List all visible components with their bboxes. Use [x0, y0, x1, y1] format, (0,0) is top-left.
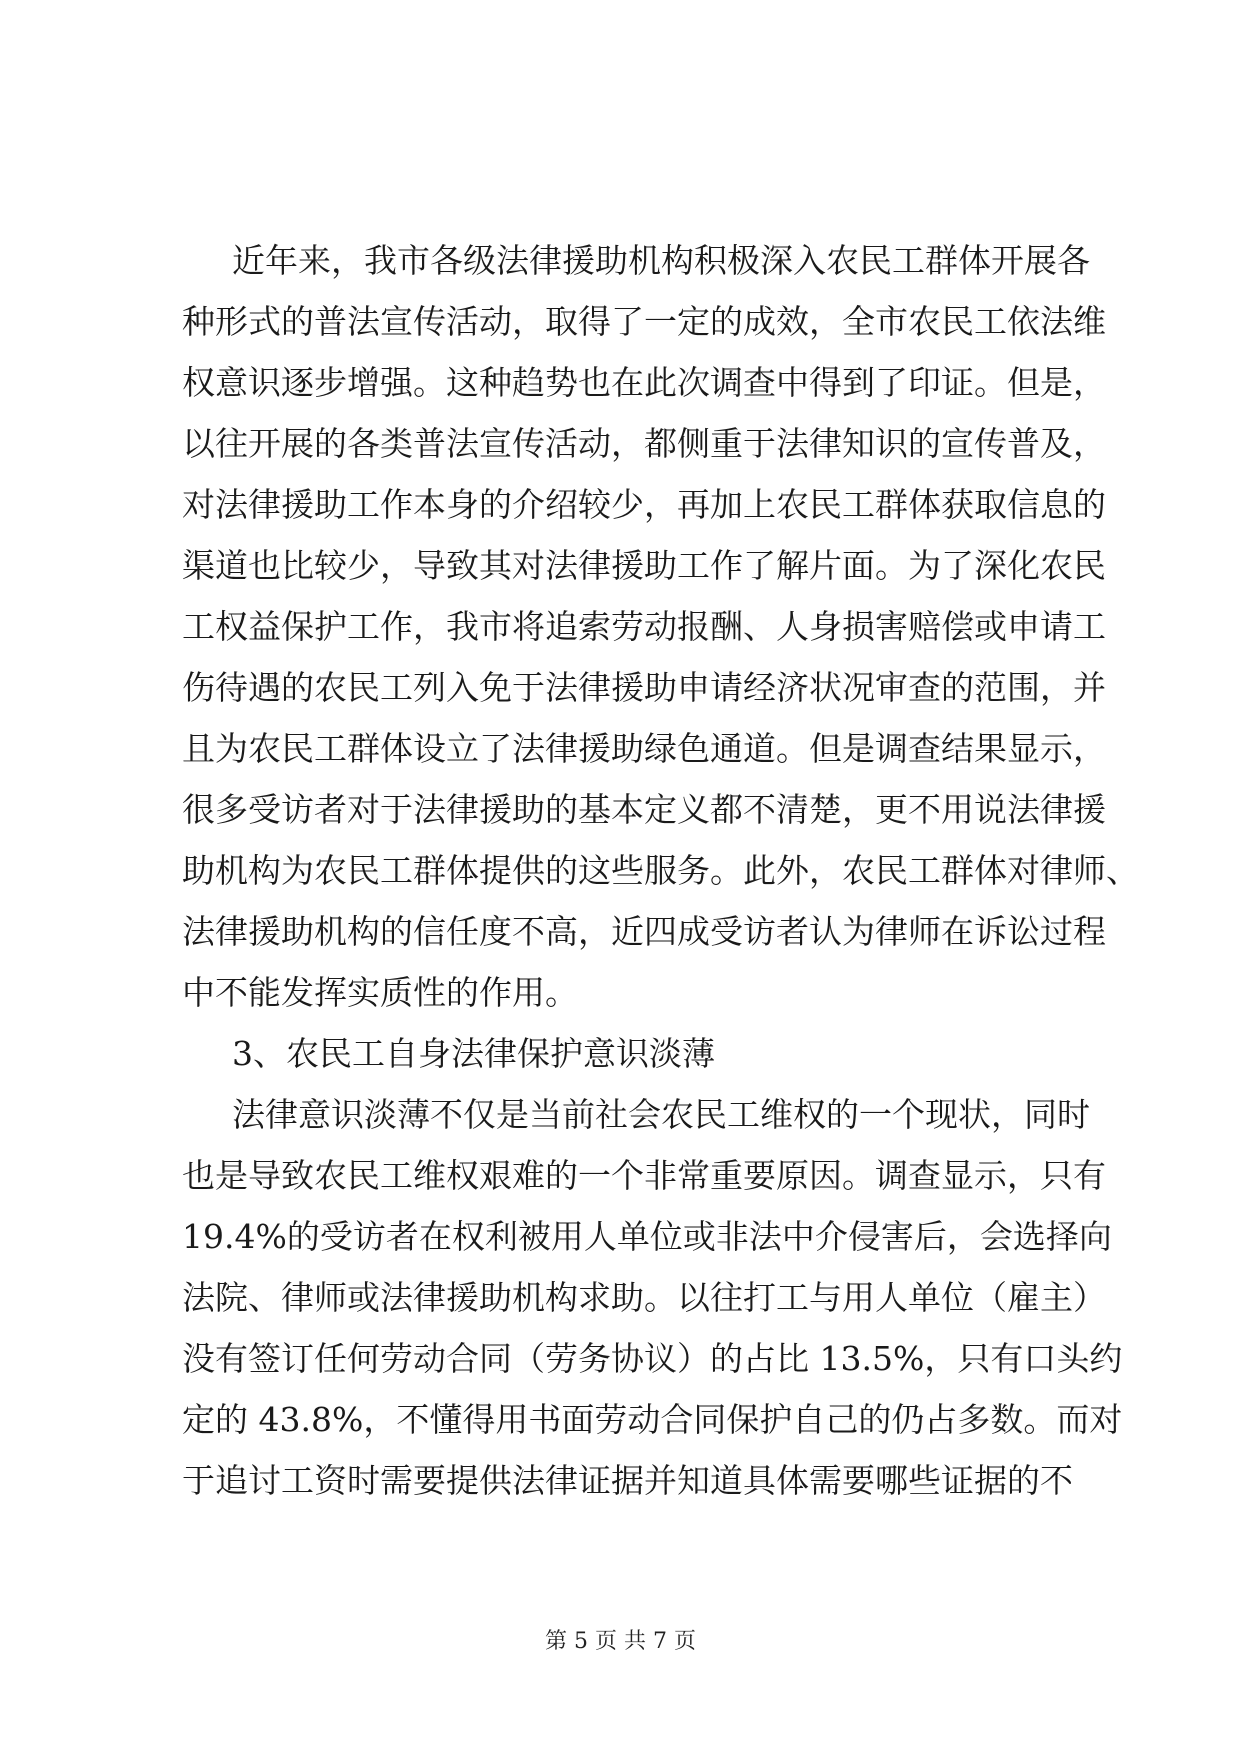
page-number-footer: 第 5 页 共 7 页	[545, 1629, 696, 1654]
paragraph-line: 中不能发挥实质性的作用。	[182, 973, 578, 1012]
paragraph-line: 伤待遇的农民工列入免于法律援助申请经济状况审查的范围，并	[182, 668, 1106, 707]
paragraph-line: 没有签订任何劳动合同（劳务协议）的占比 13.5%，只有口头约	[182, 1339, 1123, 1378]
paragraph-line: 以往开展的各类普法宣传活动，都侧重于法律知识的宣传普及，	[182, 424, 1106, 463]
paragraph-line: 法院、律师或法律援助机构求助。以往打工与用人单位（雇主）	[182, 1278, 1106, 1317]
paragraph-line: 19.4%的受访者在权利被用人单位或非法中介侵害后，会选择向	[182, 1217, 1112, 1256]
paragraph-line: 助机构为农民工群体提供的这些服务。此外，农民工群体对律师、	[182, 851, 1139, 890]
paragraph-line: 渠道也比较少，导致其对法律援助工作了解片面。为了深化农民	[182, 546, 1106, 585]
paragraph-line: 于追讨工资时需要提供法律证据并知道具体需要哪些证据的不	[182, 1461, 1073, 1500]
paragraph-line: 种形式的普法宣传活动，取得了一定的成效，全市农民工依法维	[182, 302, 1106, 341]
paragraph-line: 工权益保护工作，我市将追索劳动报酬、人身损害赔偿或申请工	[182, 607, 1106, 646]
paragraph-line: 也是导致农民工维权艰难的一个非常重要原因。调查显示，只有	[182, 1156, 1106, 1195]
paragraph-line: 对法律援助工作本身的介绍较少，再加上农民工群体获取信息的	[182, 485, 1106, 524]
document-body	[182, 230, 1139, 1511]
paragraph-line: 很多受访者对于法律援助的基本定义都不清楚，更不用说法律援	[182, 790, 1106, 829]
paragraph-line: 且为农民工群体设立了法律援助绿色通道。但是调查结果显示，	[182, 729, 1106, 768]
paragraph-line: 法律意识淡薄不仅是当前社会农民工维权的一个现状，同时	[232, 1095, 1090, 1134]
paragraph-line: 定的 43.8%，不懂得用书面劳动合同保护自己的仍占多数。而对	[182, 1400, 1123, 1439]
paragraph-line: 权意识逐步增强。这种趋势也在此次调查中得到了印证。但是，	[182, 363, 1106, 402]
paragraph-line: 近年来，我市各级法律援助机构积极深入农民工群体开展各	[232, 241, 1090, 280]
paragraph-line: 法律援助机构的信任度不高，近四成受访者认为律师在诉讼过程	[182, 912, 1106, 951]
section-heading: 3、农民工自身法律保护意识淡薄	[232, 1034, 715, 1073]
